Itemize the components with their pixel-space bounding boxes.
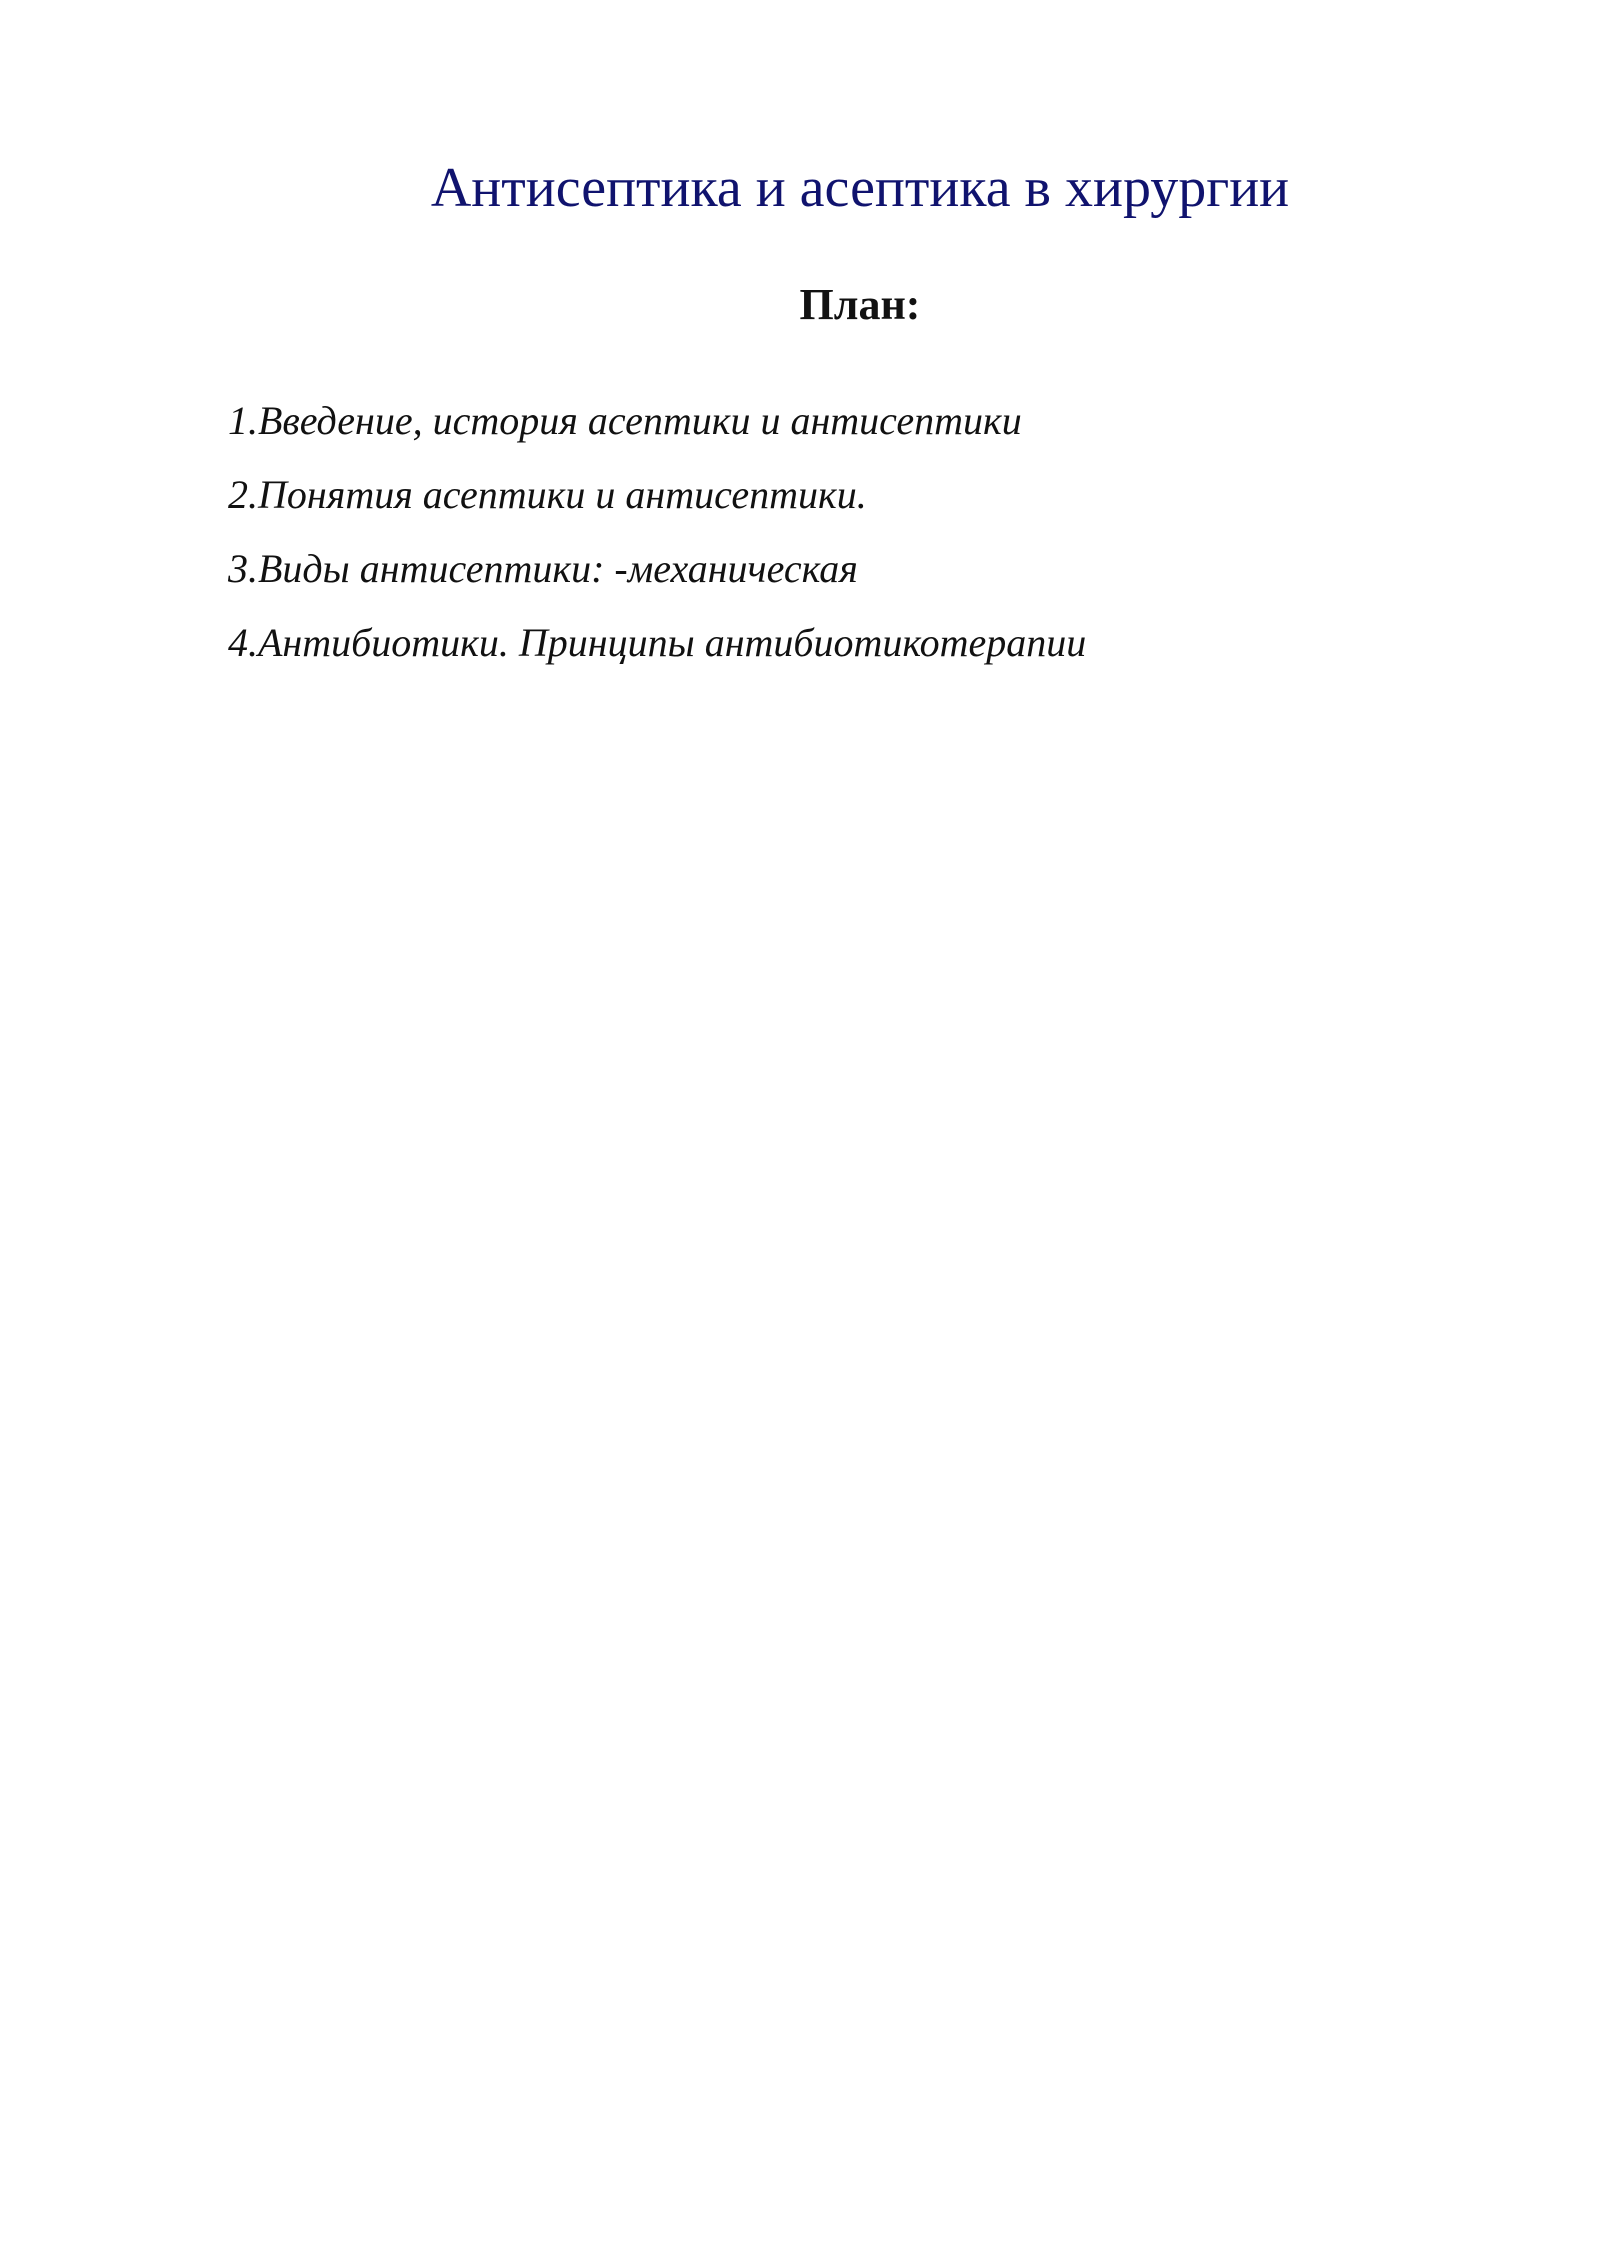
plan-item: 3.Виды антисептики: -механическая — [228, 546, 858, 591]
plan-item: 2.Понятия асептики и антисептики. — [228, 472, 867, 517]
plan-item: 4.Антибиотики. Принципы антибиотикотерапии — [228, 620, 1087, 665]
document-title: Антисептика и асептика в хирургии — [430, 157, 1290, 219]
plan-item: 1.Введение, история асептики и антисептики — [228, 398, 1022, 443]
plan-list — [228, 384, 1086, 680]
plan-heading: План: — [799, 280, 921, 329]
